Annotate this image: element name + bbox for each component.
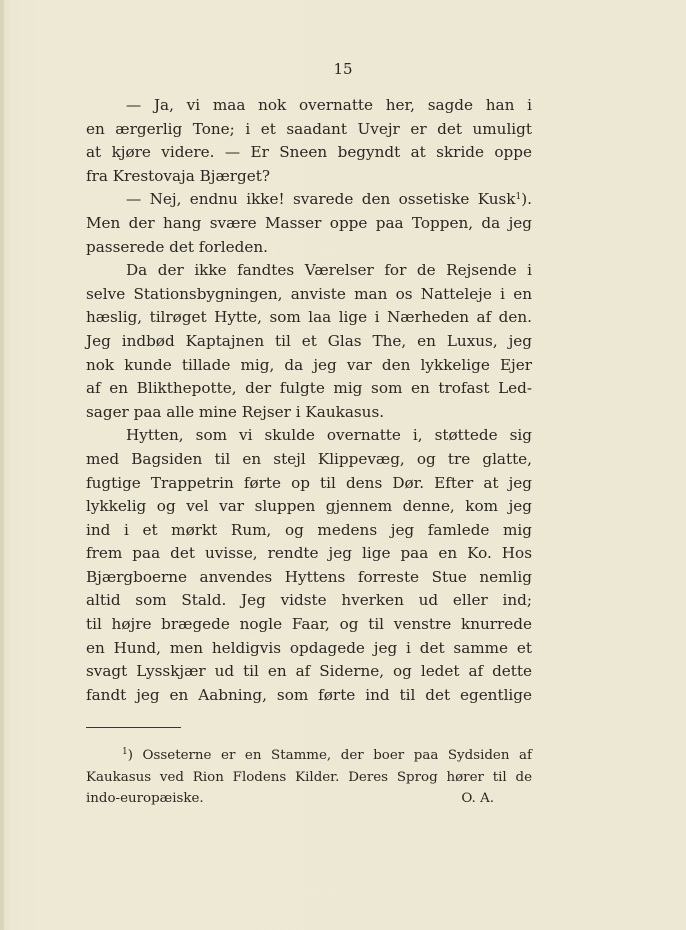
page-binding-edge <box>0 0 4 930</box>
footnote-separator <box>86 727 181 728</box>
text-line: — Ja, vi maa nok overnatte her, sagde han i <box>126 96 532 114</box>
text-line: ind i et mørkt Rum, og medens jeg famlede mig <box>86 520 532 539</box>
text-line: hæslig, tilrøget Hytte, som laa lige i Nærheden af den. <box>86 308 532 327</box>
text-line: Da der ikke fandtes Værelser for de Rejsende i <box>126 261 532 280</box>
text-line: en Hund, men heldigvis opdagede jeg i det samme et <box>86 638 532 657</box>
text-line: altid som Stald. Jeg vidste hverken ud eller ind; <box>86 591 532 610</box>
text-line: at kjøre videre. — Er Sneen begyndt at skride oppe <box>86 143 532 162</box>
text-line: Jeg indbød Kaptajnen til et Glas The, en Luxus, jeg <box>86 331 532 350</box>
text-line: svagt Lysskjær ud til en af Siderne, og ledet af dette <box>86 662 532 681</box>
footnote-line: Kaukasus ved Rion Flodens Kilder. Deres Sprog hører til de <box>86 769 532 785</box>
text-line: lykkelig og vel var sluppen gjennem denne, kom jeg <box>86 497 532 516</box>
footnote-reference: 1 <box>515 192 522 203</box>
text-line: sager paa alle mine Rejser i Kaukasus. <box>86 402 385 421</box>
text-line: — Nej, endnu ikke! svarede den ossetiske Kusk$^1$). <box>126 190 532 209</box>
text-line: af en Blikthepotte, der fulgte mig som en trofast Led- <box>86 379 532 398</box>
text-line: frem paa det uvisse, rendte jeg lige paa en Ko. Hos <box>86 544 532 563</box>
text-line: Hytten, som vi skulde overnatte i, støttede sig <box>126 426 532 445</box>
text-line: nok kunde tillade mig, da jeg var den lykkelige Ejer <box>86 355 532 374</box>
main-text <box>86 94 532 707</box>
text-line: passerede det forleden. <box>86 237 268 256</box>
footnote-marker: 1 <box>122 747 128 757</box>
footnote-block <box>86 745 532 810</box>
text-line: Men der hang svære Masser oppe paa Toppen, da jeg <box>86 213 532 232</box>
text-line: selve Stationsbygningen, anviste man os Natteleje i en <box>86 284 532 303</box>
footnote-line: indo-europæiske. O. A. <box>86 788 532 810</box>
footnote-line: $^1$) Osseterne er en Stamme, der boer paa Sydsiden af <box>122 747 532 763</box>
footnote-signature: O. A. <box>461 791 494 807</box>
text-line: Bjærgboerne anvendes Hyttens forreste Stue nemlig <box>86 567 532 586</box>
text-line: fra Krestovaja Bjærget? <box>86 166 270 185</box>
text-line: en ærgerlig Tone; i et saadant Uvejr er det umuligt <box>86 119 532 138</box>
text-line: til højre brægede nogle Faar, og til venstre knurrede <box>86 615 532 634</box>
page-number: 15 <box>333 60 353 78</box>
text-line: med Bagsiden til en stejl Klippevæg, og tre glatte, <box>86 449 532 468</box>
text-line: fandt jeg en Aabning, som førte ind til det egentlige <box>86 685 532 704</box>
text-line: fugtige Trappetrin førte op til dens Dør. Efter at jeg <box>86 473 532 492</box>
